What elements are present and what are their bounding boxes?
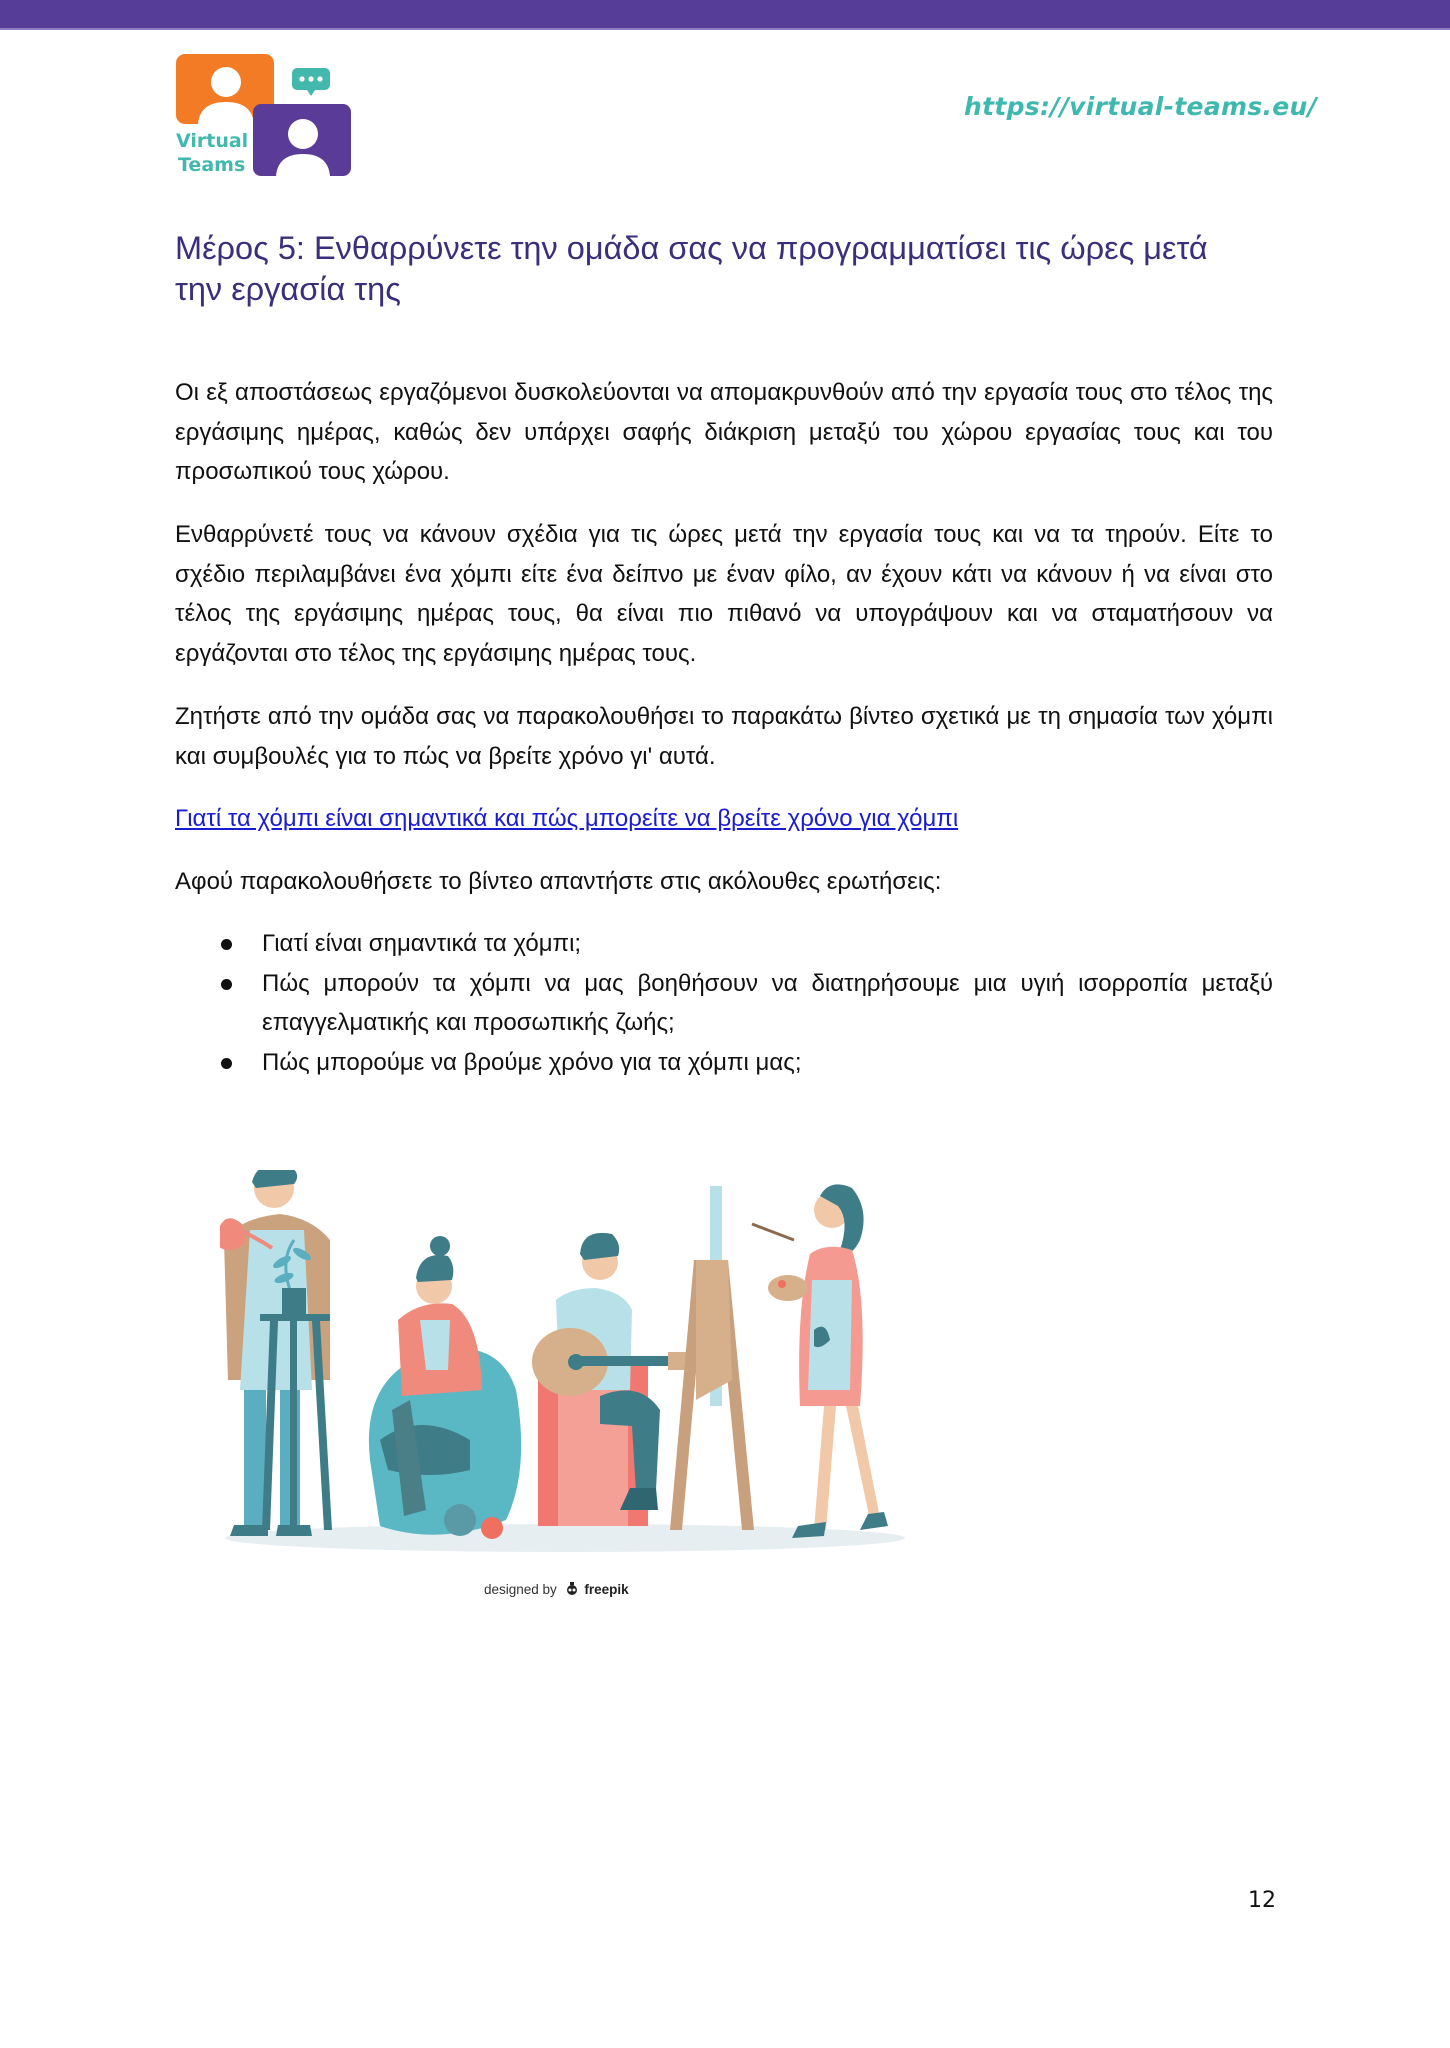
question-item xyxy=(175,964,1273,1043)
hobbies-illustration xyxy=(220,1170,920,1570)
question-text: Πώς μπορούμε να βρούμε χρόνο για τα χόμπι μας; xyxy=(262,1048,802,1076)
question-item xyxy=(175,924,1273,964)
bullet-icon xyxy=(221,1058,232,1069)
virtual-teams-logo xyxy=(176,52,356,182)
freepik-logo-icon xyxy=(565,1582,579,1599)
gardener-figure xyxy=(220,1170,332,1536)
bullet-icon xyxy=(221,939,232,950)
question-text: Πώς μπορούν τα χόμπι να μας βοηθήσουν να διατηρήσουμε μια υγιή ισορροπία μεταξύ επαγγελματικής και προσωπικής ζωής; xyxy=(262,969,1273,1036)
questions-intro: Αφού παρακολουθήσετε το βίντεο απαντήστε στις ακόλουθες ερωτήσεις: xyxy=(175,868,942,895)
heading-line-1: Μέρος 5: Ενθαρρύνετε την ομάδα σας να προγραμματίσει τις ώρες μετά xyxy=(175,230,1208,266)
credit-prefix: designed by xyxy=(484,1582,557,1597)
site-url[interactable]: https://virtual-teams.eu/ xyxy=(964,92,1318,121)
svg-text:Teams: Teams xyxy=(178,154,246,176)
paragraph-intro: Οι εξ αποστάσεως εργαζόμενοι δυσκολεύονται να απομακρυνθούν από την εργασία τους στο τέλος της εργάσιμης ημέρας, καθώς δεν υπάρχει σαφής διάκριση μεταξύ του χώρου εργασίας τους και του προσωπικού τους χώρου. xyxy=(175,379,1273,485)
page-number: 12 xyxy=(1248,1888,1276,1913)
illustration-credit xyxy=(484,1582,629,1599)
video-link-container xyxy=(175,799,958,839)
guitarist-figure xyxy=(532,1233,692,1526)
logo-graphic xyxy=(176,52,356,182)
top-accent-bar-edge xyxy=(0,28,1450,30)
paragraph-encourage: Ενθαρρύνετέ τους να κάνουν σχέδια για τις ώρες μετά την εργασία τους και να τα τηρούν. Είτε το σχέδιο περιλαμβάνει ένα χόμπι είτε ένα δείπνο με έναν φίλο, αν έχουν κάτι να κάνουν ή να είναι στο τέλος της εργάσιμης ημέρας τους, θα είναι πιο πιθανό να υπογράψουν και να σταματήσουν να εργάζονται στο τέλος της εργάσιμης ημέρας τους. xyxy=(175,521,1273,667)
heading-line-2: την εργασία της xyxy=(175,271,401,307)
question-item xyxy=(175,1043,1273,1083)
question-text: Γιατί είναι σημαντικά τα χόμπι; xyxy=(262,930,582,957)
knitter-figure xyxy=(369,1236,521,1539)
section-heading xyxy=(175,228,1295,310)
painter-figure xyxy=(752,1184,888,1538)
bullet-icon xyxy=(221,979,232,990)
video-link[interactable]: Γιατί τα χόμπι είναι σημαντικά και πώς μπορείτε να βρείτε χρόνο για χόμπι xyxy=(175,805,959,832)
questions-list xyxy=(175,924,1273,1082)
top-accent-bar xyxy=(0,0,1450,28)
credit-brand: freepik xyxy=(584,1582,629,1597)
paragraph-video-request: Ζητήστε από την ομάδα σας να παρακολουθήσει το παρακάτω βίντεο σχετικά με τη σημασία των χόμπι και συμβουλές για το πώς να βρείτε χρόνο γι' αυτά. xyxy=(175,703,1273,770)
svg-text:Virtual: Virtual xyxy=(176,130,249,152)
